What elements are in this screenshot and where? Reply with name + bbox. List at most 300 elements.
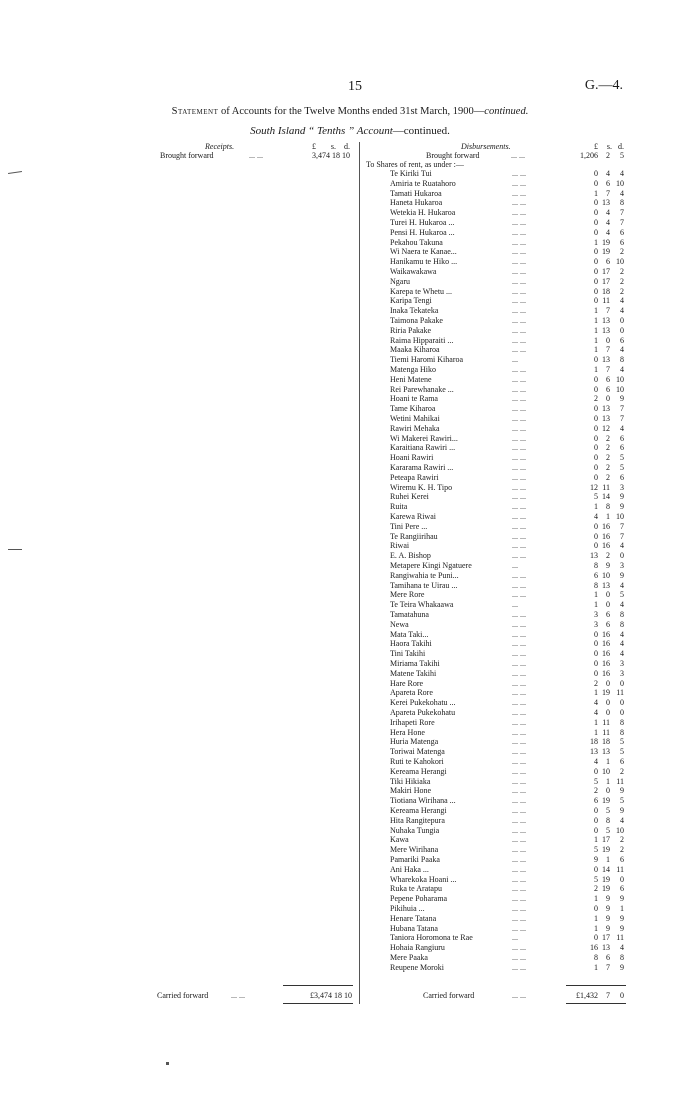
share-holder-name: Hera Hone [390, 727, 425, 737]
share-holder-name: Raima Hipparaiti ... [390, 335, 454, 345]
list-item [0, 620, 700, 629]
share-shillings: 4 [606, 169, 610, 178]
list-item [0, 414, 700, 423]
share-shillings: 7 [606, 188, 610, 198]
share-shillings: 7 [606, 306, 610, 316]
share-pence: 4 [620, 365, 624, 374]
share-shillings: 16 [602, 541, 610, 551]
list-item [0, 375, 700, 384]
share-pence: 9 [620, 570, 624, 580]
list-item [0, 728, 700, 737]
share-leader-dots: ... ... [512, 276, 526, 286]
share-pence: 4 [620, 541, 624, 551]
list-item [0, 767, 700, 776]
share-leader-dots: ... ... [512, 943, 526, 953]
list-item [0, 855, 700, 864]
share-pence: 7 [620, 521, 624, 531]
list-item [0, 933, 700, 942]
list-item [0, 179, 700, 188]
share-pence: 9 [620, 492, 624, 502]
share-holder-name: Hoani Rawiri [390, 453, 434, 463]
disbursements-brought-forward-row [0, 151, 700, 160]
share-holder-name: Wetekia H. Hukaroa [390, 208, 456, 218]
share-holder-name: Waikawakawa [390, 267, 437, 276]
list-item [0, 924, 700, 933]
share-pounds: 1 [594, 365, 598, 374]
share-holder-name: Wetini Mahikai [390, 414, 440, 423]
share-pounds: 0 [594, 247, 598, 257]
share-pence: 9 [620, 786, 624, 796]
share-pence: 8 [620, 727, 624, 737]
share-pounds: 0 [594, 374, 598, 384]
list-item [0, 492, 700, 501]
share-pence: 9 [620, 502, 624, 512]
share-pounds: 0 [594, 639, 598, 649]
disbursements-carried-forward-shillings: 7 [606, 991, 610, 1000]
share-shillings: 13 [602, 414, 610, 423]
share-holder-name: Tamatahuna [390, 610, 429, 619]
list-item [0, 247, 700, 256]
share-pounds: 2 [594, 678, 598, 688]
share-pence: 4 [620, 169, 624, 178]
list-item [0, 267, 700, 276]
share-pounds: 4 [594, 698, 598, 708]
share-holder-name: Te Teira Whakaawa [390, 600, 454, 610]
share-shillings: 19 [602, 247, 610, 257]
share-pence: 10 [616, 825, 624, 835]
share-shillings: 2 [606, 433, 610, 443]
share-holder-name: Turei H. Hukaroa ... [390, 218, 455, 227]
share-shillings: 2 [606, 551, 610, 561]
share-pence: 9 [620, 923, 624, 933]
share-pounds: 5 [594, 776, 598, 786]
share-pounds: 0 [594, 178, 598, 188]
list-item [0, 914, 700, 923]
share-holder-name: Maaka Kiharoa [390, 345, 440, 355]
share-leader-dots: ... ... [512, 766, 526, 776]
share-pounds: 0 [594, 423, 598, 433]
share-pounds: 1 [594, 335, 598, 345]
share-holder-name: Apareta Pukekohatu [390, 708, 456, 717]
disbursements-brought-forward-dots: ... ... [511, 151, 525, 160]
share-shillings: 8 [606, 502, 610, 512]
share-leader-dots: ... ... [512, 453, 526, 463]
share-pounds: 18 [590, 737, 598, 747]
share-pence: 11 [616, 864, 624, 874]
list-item [0, 277, 700, 286]
share-leader-dots: ... ... [512, 374, 526, 384]
share-pence: 4 [620, 600, 624, 610]
share-shillings: 4 [606, 218, 610, 227]
share-pence: 0 [620, 708, 624, 717]
share-pounds: 8 [594, 580, 598, 590]
share-leader-dots: ... ... [512, 414, 526, 423]
share-leader-dots: ... ... [512, 384, 526, 394]
share-pounds: 0 [594, 659, 598, 668]
share-pounds: 0 [594, 267, 598, 276]
list-item [0, 365, 700, 374]
share-pounds: 0 [594, 257, 598, 267]
list-item [0, 443, 700, 452]
list-item [0, 218, 700, 227]
share-shillings: 5 [606, 806, 610, 815]
receipts-carried-forward-dots: ... ... [231, 991, 245, 1000]
share-shillings: 0 [606, 708, 610, 717]
share-leader-dots: ... ... [512, 541, 526, 551]
share-leader-dots: ... ... [512, 433, 526, 443]
share-leader-dots: ... ... [512, 267, 526, 276]
share-shillings: 13 [602, 943, 610, 953]
share-pounds: 1 [594, 688, 598, 698]
list-item [0, 777, 700, 786]
share-shillings: 6 [606, 374, 610, 384]
receipts-carried-forward-label: Carried forward [157, 991, 209, 1000]
share-pence: 0 [620, 325, 624, 335]
share-pounds: 0 [594, 433, 598, 443]
share-shillings: 14 [602, 864, 610, 874]
share-shillings: 6 [606, 619, 610, 629]
share-pounds: 1 [594, 345, 598, 355]
share-leader-dots: ... ... [512, 747, 526, 757]
share-pounds: 2 [594, 786, 598, 796]
share-pounds: 5 [594, 874, 598, 884]
disbursements-heading: Disbursements. [461, 142, 511, 151]
share-shillings: 11 [602, 296, 610, 306]
share-pence: 6 [620, 855, 624, 864]
list-item [0, 630, 700, 639]
page-number: 15 [348, 79, 362, 94]
receipts-pound-unit: £ [312, 142, 316, 151]
list-item [0, 551, 700, 560]
share-pounds: 0 [594, 825, 598, 835]
share-leader-dots: ... ... [512, 443, 526, 453]
share-holder-name: Peteapa Rawiri [390, 472, 439, 482]
share-holder-name: Hohaia Rangiuru [390, 943, 445, 953]
share-leader-dots: ... ... [512, 629, 526, 639]
share-pence: 4 [620, 629, 624, 639]
share-pence: 0 [620, 316, 624, 325]
share-holder-name: Rangiwahia te Puni... [390, 570, 459, 580]
share-pounds: 16 [590, 943, 598, 953]
share-shillings: 0 [606, 678, 610, 688]
share-leader-dots: ... ... [512, 639, 526, 649]
share-leader-dots: ... ... [512, 737, 526, 747]
share-shillings: 10 [602, 766, 610, 776]
share-pounds: 1 [594, 590, 598, 600]
share-shillings: 9 [606, 561, 610, 570]
share-leader-dots: ... ... [512, 708, 526, 717]
share-holder-name: Ruita [390, 502, 408, 512]
share-pounds: 8 [594, 953, 598, 962]
share-pence: 3 [620, 561, 624, 570]
share-pence: 6 [620, 472, 624, 482]
statement-title [0, 106, 700, 117]
share-holder-name: Karipa Tengi [390, 296, 432, 306]
share-leader-dots: ... ... [512, 806, 526, 815]
list-item [0, 659, 700, 668]
share-pence: 6 [620, 227, 624, 237]
share-holder-name: Karewa Riwai [390, 512, 436, 521]
share-shillings: 9 [606, 923, 610, 933]
share-pounds: 0 [594, 453, 598, 463]
list-item [0, 287, 700, 296]
share-holder-name: Tame Kiharoa [390, 404, 436, 414]
share-holder-name: E. A. Bishop [390, 551, 431, 561]
share-leader-dots: ... ... [512, 796, 526, 806]
share-leader-dots: ... ... [512, 570, 526, 580]
share-pounds: 3 [594, 619, 598, 629]
share-leader-dots: ... [512, 561, 518, 570]
share-pounds: 12 [590, 482, 598, 492]
share-holder-name: Kawa [390, 835, 409, 845]
share-pence: 4 [620, 188, 624, 198]
share-pence: 4 [620, 580, 624, 590]
share-shillings: 13 [602, 355, 610, 365]
disbursements-brought-forward-pounds: 1,206 [580, 151, 598, 160]
list-item [0, 483, 700, 492]
share-leader-dots: ... ... [512, 227, 526, 237]
share-holder-name: Pekahou Takuna [390, 237, 443, 247]
share-leader-dots: ... ... [512, 404, 526, 414]
receipts-total-rule-top [283, 985, 353, 986]
share-leader-dots: ... ... [512, 864, 526, 874]
share-holder-name: Mere Paaka [390, 953, 428, 962]
share-holder-name: Kararama Rawiri ... [390, 463, 454, 472]
share-holder-name: Inaka Tekateka [390, 306, 439, 316]
share-holder-name: Ngaru [390, 276, 410, 286]
share-holder-name: Ruka te Aratapu [390, 884, 442, 894]
share-shillings: 9 [606, 913, 610, 923]
share-shillings: 17 [602, 267, 610, 276]
share-holder-name: Hubana Tatana [390, 923, 438, 933]
share-shillings: 10 [602, 570, 610, 580]
share-holder-name: Tiotiana Wirihana ... [390, 796, 456, 806]
share-leader-dots: ... ... [512, 208, 526, 218]
share-shillings: 1 [606, 776, 610, 786]
share-leader-dots: ... ... [512, 551, 526, 561]
share-holder-name: Wi Naera te Kanae... [390, 247, 457, 257]
disbursements-shilling-unit: s. [606, 142, 612, 151]
share-shillings: 6 [606, 610, 610, 619]
share-pounds: 1 [594, 188, 598, 198]
share-leader-dots: ... ... [512, 786, 526, 796]
list-item [0, 865, 700, 874]
list-item [0, 189, 700, 198]
list-item [0, 345, 700, 354]
share-leader-dots: ... ... [512, 472, 526, 482]
share-leader-dots: ... ... [512, 619, 526, 629]
list-item [0, 953, 700, 962]
share-leader-dots: ... ... [512, 923, 526, 933]
share-holder-name: Matenga Hiko [390, 365, 436, 374]
list-item [0, 884, 700, 893]
share-pence: 5 [620, 463, 624, 472]
share-shillings: 16 [602, 629, 610, 639]
share-leader-dots: ... ... [512, 649, 526, 659]
list-item [0, 600, 700, 609]
disbursements-carried-forward-row [0, 991, 700, 1000]
share-pence: 2 [620, 247, 624, 257]
share-shillings: 19 [602, 237, 610, 247]
share-pounds: 1 [594, 923, 598, 933]
share-holder-name: Makiri Hone [390, 786, 432, 796]
share-holder-name: Toriwai Matenga [390, 747, 445, 757]
title-suffix: continued. [484, 106, 529, 117]
share-holder-name: Tini Takihi [390, 649, 426, 659]
share-pence: 10 [616, 257, 624, 267]
share-pence: 2 [620, 845, 624, 855]
share-pence: 7 [620, 218, 624, 227]
share-pence: 5 [620, 747, 624, 757]
share-pounds: 0 [594, 472, 598, 482]
share-pence: 4 [620, 649, 624, 659]
receipts-total-rule-bottom [283, 1003, 353, 1004]
share-pence: 0 [620, 698, 624, 708]
share-pence: 5 [620, 453, 624, 463]
share-pence: 2 [620, 835, 624, 845]
share-holder-name: Karaitiana Rawiri ... [390, 443, 456, 453]
share-pounds: 0 [594, 806, 598, 815]
share-shillings: 17 [602, 933, 610, 943]
list-item [0, 943, 700, 952]
share-holder-name: Karepa te Whetu ... [390, 286, 453, 296]
list-item [0, 238, 700, 247]
share-leader-dots: ... [512, 600, 518, 610]
list-item [0, 424, 700, 433]
share-pounds: 4 [594, 512, 598, 521]
share-holder-name: Riwai [390, 541, 410, 551]
list-item [0, 757, 700, 766]
list-item [0, 894, 700, 903]
receipts-carried-forward-amount: £3,474 18 10 [310, 991, 352, 1000]
list-item [0, 835, 700, 844]
share-pounds: 0 [594, 227, 598, 237]
share-holder-name: Pamariki Paaka [390, 855, 440, 864]
share-pounds: 3 [594, 610, 598, 619]
share-pounds: 1 [594, 600, 598, 610]
list-item [0, 796, 700, 805]
share-leader-dots: ... ... [512, 531, 526, 541]
share-holder-name: Riria Pakake [390, 325, 432, 335]
share-leader-dots: ... ... [512, 845, 526, 855]
share-shillings: 14 [602, 492, 610, 502]
share-pence: 2 [620, 286, 624, 296]
share-leader-dots: ... ... [512, 218, 526, 227]
share-leader-dots: ... ... [512, 717, 526, 727]
share-holder-name: Pepene Poharama [390, 894, 448, 904]
share-pence: 4 [620, 345, 624, 355]
share-pounds: 0 [594, 414, 598, 423]
share-pence: 4 [620, 639, 624, 649]
share-holder-name: Huria Matenga [390, 737, 439, 747]
share-holder-name: Rei Parewhanake ... [390, 384, 454, 394]
share-shillings: 13 [602, 580, 610, 590]
share-leader-dots: ... ... [512, 257, 526, 267]
list-item [0, 394, 700, 403]
share-leader-dots: ... ... [512, 502, 526, 512]
shares-heading: To Shares of rent, as under :— [366, 160, 464, 169]
list-item [0, 541, 700, 550]
receipts-brought-forward-dots: ... ... [249, 151, 263, 160]
list-item [0, 306, 700, 315]
share-shillings: 11 [602, 727, 610, 737]
list-item [0, 336, 700, 345]
share-holder-name: Kereama Herangi [390, 766, 447, 776]
list-item [0, 169, 700, 178]
share-shillings: 6 [606, 953, 610, 962]
list-item [0, 385, 700, 394]
share-shillings: 0 [606, 786, 610, 796]
share-holder-name: Reupene Moroki [390, 962, 444, 972]
share-pounds: 1 [594, 913, 598, 923]
share-shillings: 16 [602, 649, 610, 659]
share-leader-dots: ... ... [512, 198, 526, 208]
receipts-pence-unit: d. [344, 142, 350, 151]
share-pence: 4 [620, 815, 624, 825]
share-pence: 8 [620, 953, 624, 962]
share-pounds: 0 [594, 169, 598, 178]
share-shillings: 1 [606, 512, 610, 521]
share-holder-name: Kereama Herangi [390, 806, 447, 815]
share-pence: 0 [620, 678, 624, 688]
share-pounds: 0 [594, 521, 598, 531]
share-pounds: 1 [594, 502, 598, 512]
share-shillings: 0 [606, 394, 610, 404]
share-pounds: 0 [594, 208, 598, 218]
list-item [0, 208, 700, 217]
share-pence: 5 [620, 796, 624, 806]
receipts-brought-forward-label: Brought forward [160, 151, 214, 160]
share-leader-dots: ... ... [512, 659, 526, 668]
share-pounds: 4 [594, 708, 598, 717]
share-holder-name: Hita Rangitepura [390, 815, 445, 825]
share-leader-dots: ... ... [512, 345, 526, 355]
share-shillings: 11 [602, 717, 610, 727]
list-item [0, 679, 700, 688]
share-shillings: 7 [606, 962, 610, 972]
share-pounds: 13 [590, 551, 598, 561]
share-holder-name: Apareta Rore [390, 688, 433, 698]
disbursements-carried-forward-pounds: £1,432 [576, 991, 598, 1000]
receipts-heading: Receipts. [205, 142, 235, 151]
share-leader-dots: ... ... [512, 855, 526, 864]
share-shillings: 16 [602, 531, 610, 541]
list-item [0, 718, 700, 727]
share-holder-name: Wi Makerei Rawiri... [390, 433, 458, 443]
share-leader-dots: ... ... [512, 835, 526, 845]
share-holder-name: Wharekoka Hoani ... [390, 874, 457, 884]
share-pence: 5 [620, 590, 624, 600]
margin-mark [8, 549, 22, 550]
share-shillings: 19 [602, 688, 610, 698]
share-holder-name: Haneta Hukaroa [390, 198, 443, 208]
share-pence: 3 [620, 482, 624, 492]
list-item [0, 875, 700, 884]
share-shillings: 16 [602, 521, 610, 531]
list-item [0, 198, 700, 207]
list-item [0, 228, 700, 237]
share-pence: 8 [620, 717, 624, 727]
share-pounds: 5 [594, 492, 598, 502]
share-holder-name: Hare Rore [390, 678, 424, 688]
share-pence: 10 [616, 512, 624, 521]
share-shillings: 11 [602, 482, 610, 492]
share-shillings: 12 [602, 423, 610, 433]
share-leader-dots: ... ... [512, 668, 526, 678]
share-shillings: 13 [602, 198, 610, 208]
share-leader-dots: ... ... [512, 286, 526, 296]
share-holder-name: Newa [390, 619, 409, 629]
